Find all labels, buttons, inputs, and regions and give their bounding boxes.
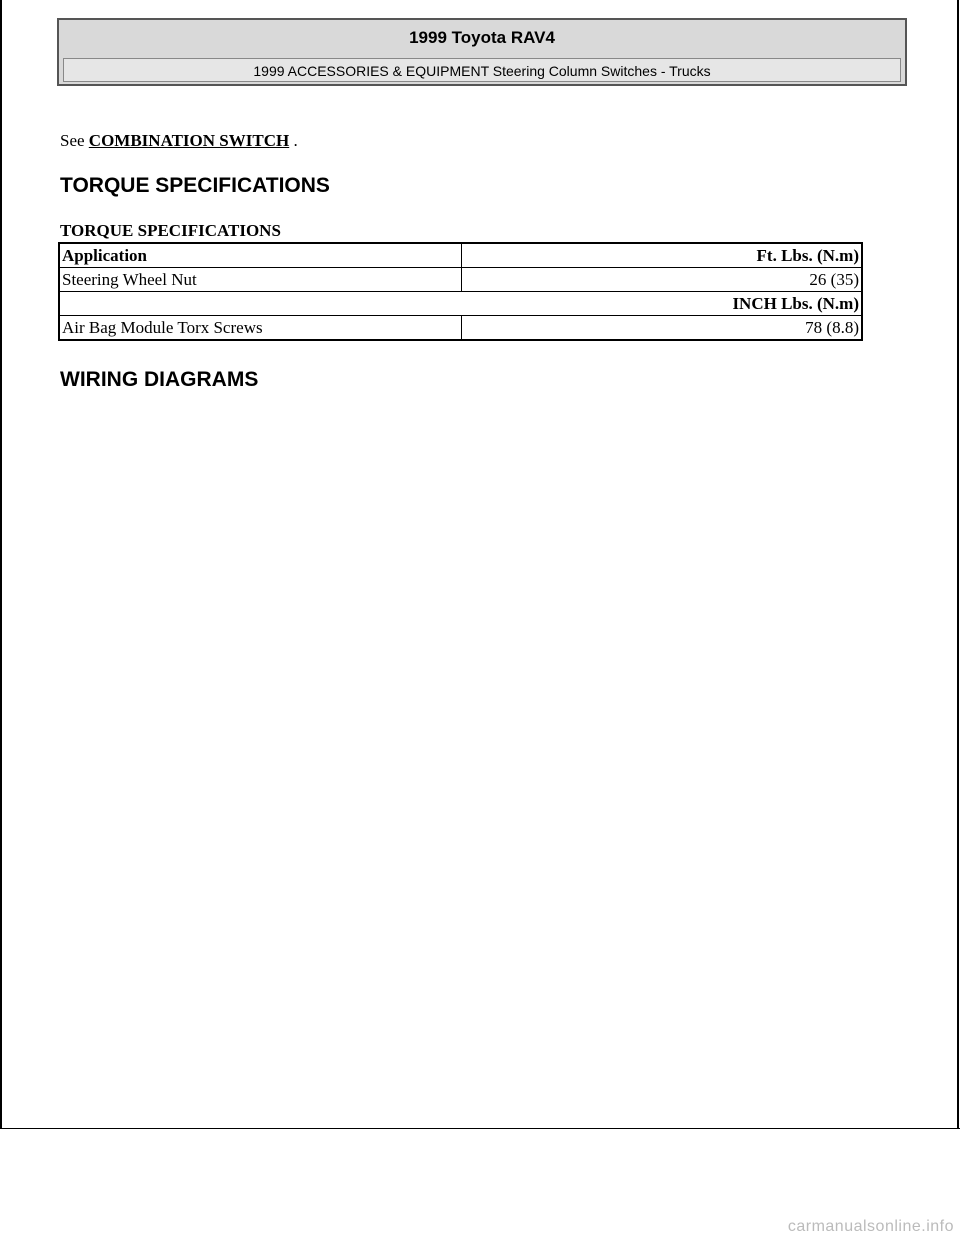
- wiring-diagrams-heading: WIRING DIAGRAMS: [60, 368, 259, 391]
- table-row: [59, 316, 862, 341]
- page-left-border: [0, 0, 2, 1128]
- row-application: Air Bag Module Torx Screws: [59, 316, 462, 341]
- see-suffix: .: [293, 131, 298, 150]
- row-value: 26 (35): [462, 268, 863, 292]
- watermark: carmanualsonline.info: [787, 1218, 954, 1235]
- subheader-unit: INCH Lbs. (N.m): [59, 292, 862, 316]
- see-prefix: See: [60, 131, 85, 150]
- row-value: 78 (8.8): [462, 316, 863, 341]
- header-application: Application: [59, 243, 462, 268]
- table-header-row: [59, 243, 862, 268]
- torque-spec-table: [58, 242, 863, 341]
- page-bottom-border: [0, 1128, 960, 1129]
- combination-switch-link[interactable]: COMBINATION SWITCH: [88, 131, 290, 150]
- table-subheader-row: [59, 292, 862, 316]
- header-title: 1999 Toyota RAV4: [409, 28, 555, 47]
- see-reference: [60, 131, 298, 151]
- table-caption: TORQUE SPECIFICATIONS: [60, 221, 281, 240]
- page-right-border: [957, 0, 959, 1128]
- document-header: [57, 18, 907, 86]
- table-row: [59, 268, 862, 292]
- header-subtitle: 1999 ACCESSORIES & EQUIPMENT Steering Column Switches - Trucks: [63, 58, 901, 82]
- torque-specifications-heading: TORQUE SPECIFICATIONS: [60, 174, 330, 197]
- header-unit: Ft. Lbs. (N.m): [462, 243, 863, 268]
- row-application: Steering Wheel Nut: [59, 268, 462, 292]
